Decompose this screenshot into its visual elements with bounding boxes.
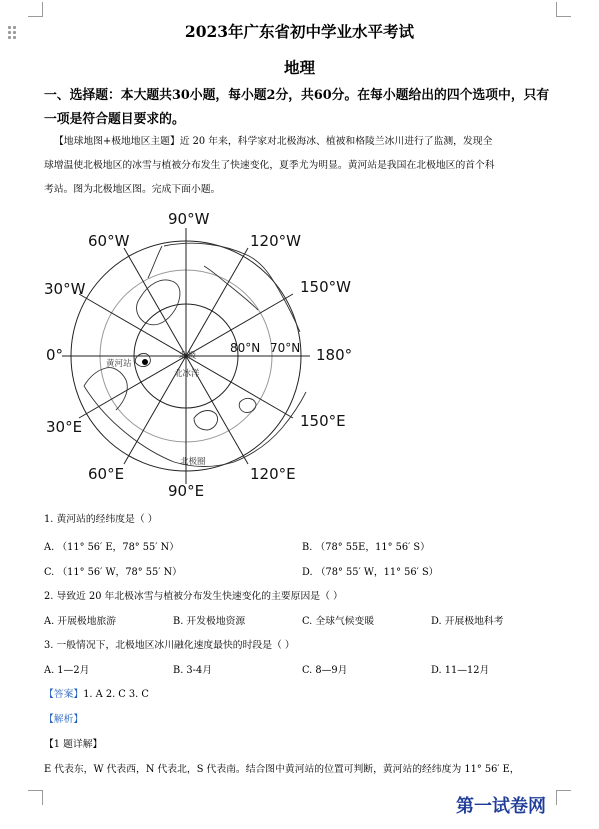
answer-label: 【答案】	[44, 689, 84, 700]
section-heading	[44, 84, 564, 132]
question-2-option-b: B. 开发极地资源	[173, 616, 246, 627]
label-station: 黄河站	[106, 359, 132, 369]
label-90e: 90°E	[168, 482, 205, 500]
section-heading-line-2: 一项是符合题目要求的。	[44, 112, 185, 127]
arctic-polar-map	[44, 206, 374, 504]
intro-line-1: 【地球地图+极地地区主题】近 20 年来，科学家对北极海冰、植被和格陵兰冰川进行了监测，发现全	[54, 136, 493, 147]
question-3-option-a: A. 1—2月	[44, 665, 90, 676]
crop-mark-top-right	[556, 2, 571, 17]
label-150w: 150°W	[300, 278, 351, 296]
crop-mark-top-left	[28, 2, 43, 17]
section-heading-line-1: 一、选择题：本大题共30小题，每小题2分，共60分。在每小题给出的四个选项中，只有	[44, 88, 550, 103]
exam-title: 2023年广东省初中学业水平考试	[184, 22, 415, 41]
label-120w: 120°W	[250, 232, 301, 250]
label-120e: 120°E	[250, 465, 296, 483]
site-watermark: 第一试卷网	[456, 796, 546, 817]
question-3-stem: 3. 一般情况下，北极地区冰川融化速度最快的时段是（ ）	[44, 640, 295, 651]
eurasia-coast	[84, 386, 306, 467]
label-180: 180°	[316, 346, 353, 364]
answer-value: 1. A 2. C 3. C	[83, 689, 149, 700]
label-arctic-ocean: 北冰洋	[174, 369, 200, 379]
answer-line	[44, 686, 149, 700]
scandinavia-coast	[84, 368, 127, 410]
label-30e: 30°E	[46, 418, 83, 436]
label-30w: 30°W	[44, 280, 86, 298]
question-1-option-d: D. （78° 55′ W，11° 56′ S）	[302, 567, 439, 578]
label-70n: 70°N	[270, 341, 301, 355]
question-3-option-d: D. 11—12月	[431, 665, 490, 676]
question-1-stem: 1. 黄河站的经纬度是（ ）	[44, 514, 158, 525]
detail-label: 【1 题详解】	[44, 739, 103, 750]
question-1-option-a: A. （11° 56′ E，78° 55′ N）	[44, 542, 179, 553]
exam-subject: 地理	[283, 58, 315, 77]
question-2-option-a: A. 开展极地旅游	[44, 616, 117, 627]
intro-line-3: 考站。图为北极地区图。完成下面小题。	[44, 184, 221, 195]
label-90w: 90°W	[168, 210, 210, 228]
question-2-option-d: D. 开展极地科考	[431, 616, 504, 627]
question-1-option-c: C. （11° 56′ W，78° 55′ N）	[44, 567, 182, 578]
analysis-label: 【解析】	[44, 714, 84, 725]
label-north-pole: 北极	[179, 351, 197, 361]
question-2-option-c: C. 全球气候变暖	[302, 616, 375, 627]
label-80n: 80°N	[230, 341, 261, 355]
label-60w: 60°W	[88, 232, 130, 250]
intro-line-2: 球增温使北极地区的冰雪与植被分布发生了快速变化，夏季尤为明显。黄河站是我国在北极地区的首个科	[44, 160, 495, 171]
label-150e: 150°E	[300, 412, 346, 430]
north-america-coast	[148, 243, 300, 332]
question-3-option-b: B. 3-4月	[173, 665, 213, 676]
label-60e: 60°E	[88, 465, 125, 483]
crop-mark-bottom-right	[556, 790, 571, 805]
question-2-stem: 2. 导致近 20 年北极冰雪与植被分布发生快速变化的主要原因是（ ）	[44, 591, 343, 602]
question-1-option-b: B. （78° 55E，11° 56′ S）	[302, 542, 430, 553]
question-3-option-c: C. 8—9月	[302, 665, 348, 676]
crop-mark-bottom-left	[28, 790, 43, 805]
detail-text: E 代表东，W 代表西，N 代表北，S 代表南。结合图中黄河站的位置可判断，黄河站的经纬度为 11° 56′ E，	[44, 764, 520, 775]
greenland-coast	[137, 280, 180, 325]
label-arctic-circle: 北极圈	[180, 457, 206, 467]
station-marker	[142, 359, 148, 365]
siberia-islands	[194, 398, 256, 430]
label-0: 0°	[46, 346, 64, 364]
